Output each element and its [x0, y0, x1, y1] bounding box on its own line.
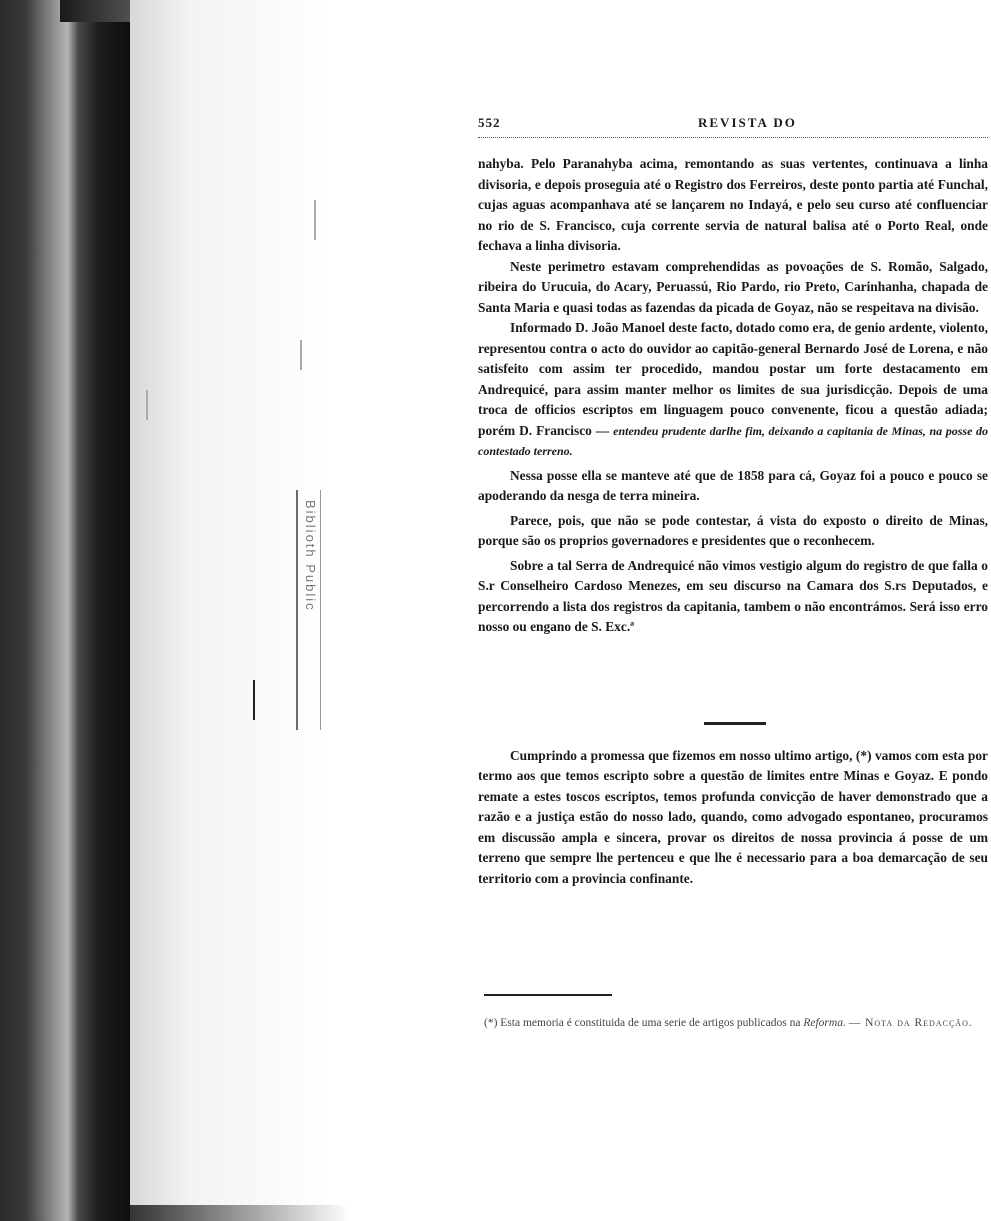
margin-mark — [146, 390, 148, 420]
footnote-rule — [484, 994, 612, 996]
book-binding — [0, 0, 130, 1221]
paragraph: Sobre a tal Serra de Andrequicé não vimos vestigio algum do registro de que falla o S.r Conselheiro Cardoso Menezes, em seu discurso na Camara dos S.rs Deputados, e percorrendo a lista dos registros da capitania, tambem o não encontrámos. Será isso erro nosso ou engano de S. Exc.ª — [478, 557, 988, 634]
paragraph: Cumprindo a promessa que fizemos em nosso ultimo artigo, (*) vamos com esta por termo aos que temos escripto sobre a questão de limites entre Minas e Goyaz. E pondo remate a estes toscos escriptos, temos profunda convicção de haver demonstrado que a razão e a justiça estão do nosso lado, quando, como advogado espontaneo, procuramos em discussão ampla e sincera, provar os direitos de nossa provincia á posse de um terreno que sempre lhe pertenceu e que lhe é necessario para a boa demarcação de seu territorio com a provincia confinante. — [478, 747, 988, 886]
margin-mark — [253, 680, 255, 720]
footnote-italic: Reforma. — [803, 1017, 846, 1029]
binding-shadow-bottom — [130, 1205, 350, 1221]
paragraph — [478, 318, 988, 462]
margin-mark — [300, 340, 302, 370]
footnote — [484, 1014, 989, 1032]
paragraph: Parece, pois, que não se pode contestar, á vista do exposto o direito de Minas, porque são os proprios governadores e presidentes que o reconhecem. — [478, 512, 988, 548]
paragraph-quote: entendeu prudente darlhe fim, deixando a capitania de Minas, na posse do contestado terreno. — [478, 423, 988, 458]
running-title: REVISTA DO — [698, 115, 797, 130]
paragraph-text: Informado D. João Manoel deste facto, dotado como era, de genio ardente, violento, representou contra o acto do ouvidor ao capitão-general Bernardo José de Lorena, e não satisfeito com assim ter procedido, mandou postar um forte destacamento em Andrequicé, para assim manter melhor os limites de sua jurisdicção. Depois de uma troca de officios escriptos em linguagem pouco convenente, ficou a questão adiada; porém D. Francisco — — [478, 320, 988, 438]
library-stamp-text: Biblioth Public — [303, 500, 318, 612]
book-page — [478, 115, 988, 889]
section-divider — [704, 722, 766, 725]
page-number: 552 — [478, 115, 501, 130]
paragraph: nahyba. Pelo Paranahyba acima, remontando as suas vertentes, continuava a linha divisoria, e depois proseguia até o Registro dos Ferreiros, deste ponto partia até Funchal, cujas aguas acompanhava até se lançarem no Indayá, e pelo seu curso até confluenciar no rio de S. Francisco, cuja corrente servia de natural balisa até o Porto Real, onde fechava a linha divisoria. — [478, 156, 988, 253]
margin-mark — [314, 200, 316, 240]
footnote-signature: — Nota da Redacção. — [848, 1017, 973, 1029]
footnote-text: (*) Esta memoria é constituida de uma serie de artigos publicados na — [484, 1017, 801, 1029]
page-header — [478, 115, 988, 138]
paragraph: Neste perimetro estavam comprehendidas as povoações de S. Romão, Salgado, ribeira do Urucuia, do Acary, Peruassú, Rio Pardo, rio Preto, Carinhanha, chapada de Santa Maria e quasi todas as fazendas da picada de Goyaz, não se respeitava na divisão. — [478, 258, 988, 315]
paragraph: Nessa posse ella se manteve até que de 1858 para cá, Goyaz foi a pouco e pouco se apoderando da nesga de terra mineira. — [478, 467, 988, 503]
